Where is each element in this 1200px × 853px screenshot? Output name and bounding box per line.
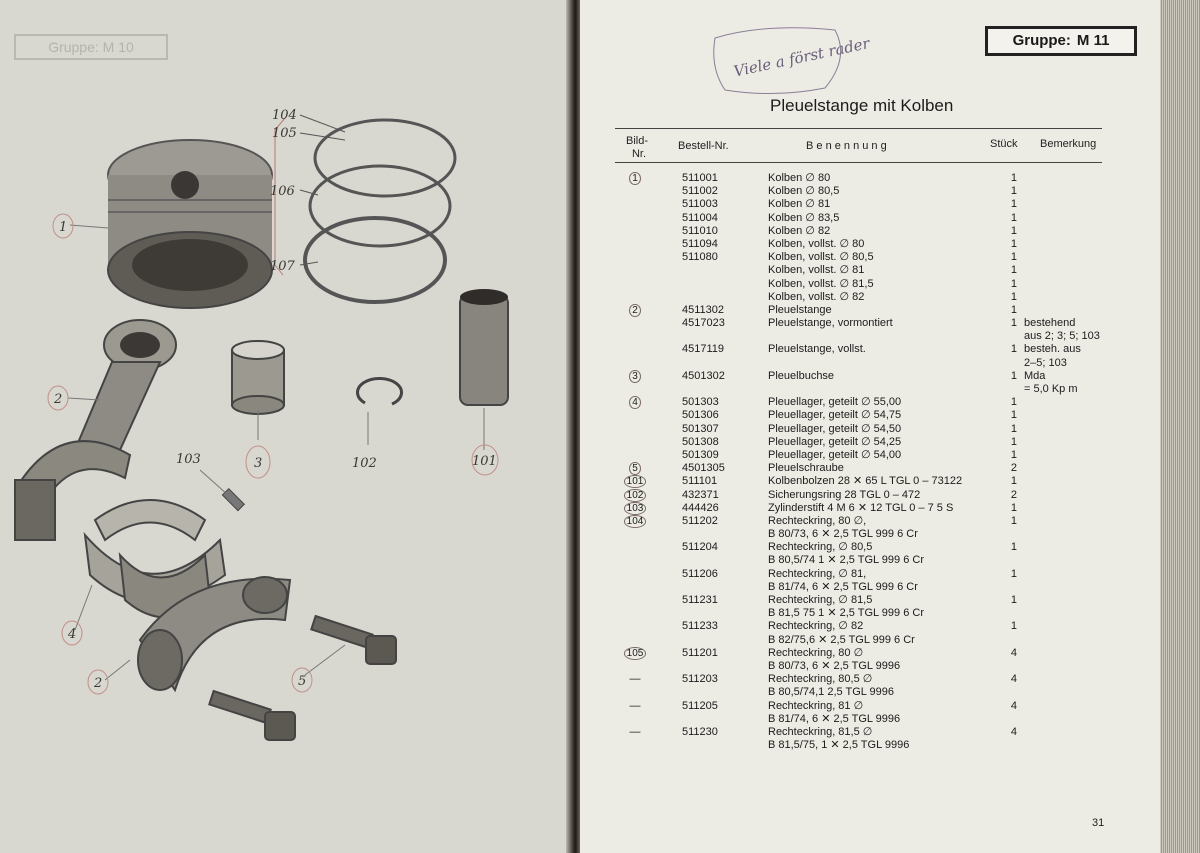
designation: Kolben, vollst. ∅ 80,5 bbox=[768, 251, 874, 264]
quantity: 1 bbox=[1010, 264, 1017, 277]
table-row bbox=[615, 475, 1115, 488]
callout-101: 101 bbox=[472, 454, 497, 469]
designation: B 81,5 75 1 ✕ 2,5 TGL 999 6 Cr bbox=[768, 607, 924, 620]
designation: Pleuellager, geteilt ∅ 54,50 bbox=[768, 422, 902, 435]
order-number: 511101 bbox=[682, 475, 718, 488]
quantity: 1 bbox=[1010, 303, 1017, 316]
callout-2-bottom: 2 bbox=[94, 676, 103, 691]
callout-104: 104 bbox=[272, 108, 297, 123]
table-row bbox=[615, 198, 1115, 211]
bild-number-circle: 103 bbox=[624, 502, 647, 515]
table-row bbox=[615, 185, 1115, 198]
designation: B 81,5/75, 1 ✕ 2,5 TGL 9996 bbox=[768, 739, 910, 752]
order-number: 501308 bbox=[682, 435, 719, 448]
quantity: 1 bbox=[1010, 448, 1017, 461]
piston-pin-drawing bbox=[460, 289, 508, 405]
table-row bbox=[615, 291, 1115, 304]
table-row bbox=[615, 304, 1115, 317]
designation: Pleuellager, geteilt ∅ 55,00 bbox=[768, 396, 902, 409]
table-row bbox=[615, 620, 1115, 633]
table-row bbox=[615, 568, 1115, 581]
table-row bbox=[615, 686, 1115, 699]
quantity: 1 bbox=[1010, 501, 1017, 514]
remark: 2–5; 103 bbox=[1024, 356, 1067, 369]
quantity: 1 bbox=[1010, 369, 1017, 382]
page-title: Pleuelstange mit Kolben bbox=[770, 96, 954, 115]
bild-number-circle: 4 bbox=[629, 396, 641, 409]
quantity: 1 bbox=[1010, 567, 1017, 580]
header-stueck: Stück bbox=[990, 138, 1018, 150]
quantity: 1 bbox=[1010, 475, 1017, 488]
designation: Rechteckring, 81,5 ∅ bbox=[768, 725, 873, 738]
quantity: 4 bbox=[1010, 673, 1017, 686]
designation: B 81/74, 6 ✕ 2,5 TGL 9996 bbox=[768, 712, 901, 725]
quantity: 1 bbox=[1010, 211, 1017, 224]
designation: Rechteckring, 80 ∅ bbox=[768, 646, 864, 659]
order-number: 511206 bbox=[682, 567, 718, 580]
quantity: 1 bbox=[1010, 224, 1017, 237]
order-number: 501306 bbox=[682, 409, 719, 422]
order-number: 511010 bbox=[682, 224, 718, 237]
quantity: 2 bbox=[1010, 488, 1017, 501]
table-row bbox=[615, 238, 1115, 251]
order-number: 4501302 bbox=[682, 369, 725, 382]
quantity: 1 bbox=[1010, 277, 1017, 290]
bild-number: — bbox=[629, 673, 641, 686]
header-bild-line1: Bild- bbox=[626, 135, 649, 147]
designation: Rechteckring, 80,5 ∅ bbox=[768, 673, 873, 686]
designation: Kolben ∅ 83,5 bbox=[768, 211, 840, 224]
callout-1: 1 bbox=[59, 220, 68, 235]
piston-rings-drawing bbox=[305, 120, 455, 302]
order-number: 511231 bbox=[682, 594, 718, 606]
header-bestell-nr: Bestell-Nr. bbox=[678, 140, 729, 152]
designation: Kolben ∅ 80,5 bbox=[768, 185, 840, 198]
bild-number-circle: 3 bbox=[629, 370, 641, 383]
callout-102: 102 bbox=[352, 456, 377, 471]
callout-5: 5 bbox=[298, 674, 307, 689]
bild-number bbox=[615, 396, 655, 409]
quantity: 1 bbox=[1010, 251, 1017, 264]
table-row bbox=[615, 357, 1115, 370]
left-page bbox=[0, 0, 568, 853]
designation: B 82/75,6 ✕ 2,5 TGL 999 6 Cr bbox=[768, 633, 915, 646]
designation: Kolben, vollst. ∅ 80 bbox=[768, 237, 865, 250]
bild-number-circle: 2 bbox=[629, 304, 641, 317]
designation: B 81/74, 6 ✕ 2,5 TGL 999 6 Cr bbox=[768, 580, 918, 593]
quantity: 2 bbox=[1010, 462, 1017, 475]
designation: Pleuellager, geteilt ∅ 54,00 bbox=[768, 448, 902, 461]
circlip-drawing bbox=[358, 378, 402, 404]
quantity: 1 bbox=[1010, 237, 1017, 250]
remark: Mda bbox=[1024, 369, 1046, 382]
quantity: 1 bbox=[1010, 435, 1017, 448]
table-row bbox=[615, 449, 1115, 462]
table-row bbox=[615, 436, 1115, 449]
table-row bbox=[615, 515, 1115, 528]
table-row bbox=[615, 212, 1115, 225]
table-row bbox=[615, 330, 1115, 343]
table-row bbox=[615, 726, 1115, 739]
quantity: 1 bbox=[1010, 317, 1017, 330]
bild-number bbox=[615, 647, 655, 660]
bild-number bbox=[615, 489, 655, 502]
designation: Kolben, vollst. ∅ 82 bbox=[768, 290, 865, 303]
table-row bbox=[615, 343, 1115, 356]
quantity: 1 bbox=[1010, 541, 1017, 554]
callout-4: 4 bbox=[68, 627, 77, 642]
designation: Pleuelstange, vollst. bbox=[768, 343, 866, 356]
order-number: 511003 bbox=[682, 198, 718, 211]
handwritten-note-text: Viele a först rader bbox=[732, 34, 872, 81]
designation: Pleuellager, geteilt ∅ 54,25 bbox=[768, 435, 902, 448]
order-number: 4517023 bbox=[682, 317, 725, 330]
bild-number: — bbox=[629, 699, 641, 712]
piston-drawing bbox=[108, 140, 272, 308]
group-value: M 11 bbox=[1076, 32, 1110, 49]
quantity: 4 bbox=[1010, 646, 1017, 659]
callout-106: 106 bbox=[270, 184, 295, 199]
table-row bbox=[615, 502, 1115, 515]
order-number: 501307 bbox=[682, 422, 719, 435]
parts-table bbox=[615, 172, 1115, 752]
remark: bestehend bbox=[1024, 317, 1076, 330]
table-row bbox=[615, 660, 1115, 673]
quantity: 1 bbox=[1010, 422, 1017, 435]
designation: B 80,5/74,1 2,5 TGL 9996 bbox=[768, 686, 894, 699]
order-number: 501309 bbox=[682, 448, 719, 461]
table-row bbox=[615, 739, 1115, 752]
bild-number: — bbox=[629, 725, 641, 738]
order-number: 432371 bbox=[682, 488, 719, 501]
designation: Rechteckring, ∅ 81, bbox=[768, 567, 867, 580]
bild-number bbox=[615, 304, 655, 317]
designation: Pleuellager, geteilt ∅ 54,75 bbox=[768, 409, 902, 422]
designation: Kolben ∅ 80 bbox=[768, 172, 831, 184]
order-number: 4501305 bbox=[682, 462, 725, 475]
table-row bbox=[615, 581, 1115, 594]
bild-number-circle: 105 bbox=[624, 647, 647, 660]
quantity: 1 bbox=[1010, 514, 1017, 527]
header-bemerkung: Bemerkung bbox=[1040, 138, 1097, 150]
table-row bbox=[615, 172, 1115, 185]
table-row bbox=[615, 264, 1115, 277]
designation: Rechteckring, ∅ 80,5 bbox=[768, 541, 873, 554]
designation: B 80/73, 6 ✕ 2,5 TGL 999 6 Cr bbox=[768, 528, 918, 541]
bild-number bbox=[615, 172, 655, 185]
order-number: 511204 bbox=[682, 541, 718, 554]
bild-number bbox=[615, 462, 655, 475]
order-number: 511203 bbox=[682, 673, 718, 686]
callout-105: 105 bbox=[272, 126, 297, 141]
bild-number bbox=[615, 475, 655, 488]
designation: Sicherungsring 28 TGL 0 – 472 bbox=[768, 488, 921, 501]
table-row bbox=[615, 278, 1115, 291]
designation: Rechteckring, 81 ∅ bbox=[768, 699, 864, 712]
bild-number-circle: 1 bbox=[629, 172, 641, 185]
callout-107: 107 bbox=[270, 259, 295, 274]
table-row bbox=[615, 607, 1115, 620]
remark: = 5,0 Kp m bbox=[1024, 383, 1078, 395]
page-number: 31 bbox=[1092, 817, 1105, 829]
table-row bbox=[615, 423, 1115, 436]
table-row bbox=[615, 700, 1115, 713]
header-rule-bottom bbox=[615, 162, 1102, 163]
bild-number-circle: 5 bbox=[629, 462, 641, 475]
remark: aus 2; 3; 5; 103 bbox=[1024, 330, 1100, 343]
table-row bbox=[615, 225, 1115, 238]
callout-103: 103 bbox=[176, 452, 201, 467]
designation: Rechteckring, ∅ 82 bbox=[768, 620, 864, 633]
quantity: 1 bbox=[1010, 185, 1017, 198]
dowel-pin-drawing bbox=[222, 489, 244, 511]
bild-number-circle: 101 bbox=[624, 475, 647, 488]
order-number: 511202 bbox=[682, 514, 718, 527]
bild-number bbox=[615, 515, 655, 528]
table-row bbox=[615, 713, 1115, 726]
quantity: 1 bbox=[1010, 290, 1017, 303]
order-number: 4517119 bbox=[682, 343, 725, 356]
header-benennung: B e n e n n u n g bbox=[806, 140, 887, 152]
table-row bbox=[615, 541, 1115, 554]
designation: B 80,5/74 1 ✕ 2,5 TGL 999 6 Cr bbox=[768, 554, 924, 567]
table-row bbox=[615, 317, 1115, 330]
page-edge-stack bbox=[1160, 0, 1200, 853]
handwritten-note bbox=[705, 18, 872, 98]
order-number: 511201 bbox=[682, 646, 718, 659]
bild-number bbox=[615, 502, 655, 515]
order-number: 511001 bbox=[682, 172, 718, 184]
designation: Pleuelbuchse bbox=[768, 369, 835, 382]
table-row bbox=[615, 594, 1115, 607]
table-row bbox=[615, 251, 1115, 264]
order-number: 444426 bbox=[682, 501, 719, 514]
designation: Zylinderstift 4 M 6 ✕ 12 TGL 0 – 7 5 S bbox=[768, 501, 954, 514]
table-row bbox=[615, 554, 1115, 567]
designation: Kolben ∅ 82 bbox=[768, 224, 831, 237]
quantity: 1 bbox=[1010, 409, 1017, 422]
table-row bbox=[615, 489, 1115, 502]
callout-3: 3 bbox=[254, 456, 263, 471]
table-row bbox=[615, 462, 1115, 475]
order-number: 511002 bbox=[682, 185, 718, 198]
order-number: 511205 bbox=[682, 699, 718, 712]
header-bild bbox=[626, 135, 648, 161]
header-bild-line2: Nr. bbox=[631, 148, 647, 160]
order-number: 511094 bbox=[682, 237, 718, 250]
order-number: 511233 bbox=[682, 620, 718, 633]
callout-2-top: 2 bbox=[54, 392, 63, 407]
designation: B 80/73, 6 ✕ 2,5 TGL 9996 bbox=[768, 659, 901, 672]
quantity: 1 bbox=[1010, 198, 1017, 211]
designation: Kolben ∅ 81 bbox=[768, 198, 831, 211]
designation: Pleuelschraube bbox=[768, 462, 844, 475]
order-number: 501303 bbox=[682, 396, 719, 409]
group-label: Gruppe: bbox=[1012, 32, 1071, 49]
table-row bbox=[615, 383, 1115, 396]
quantity: 1 bbox=[1010, 343, 1017, 356]
table-row bbox=[615, 528, 1115, 541]
table-row bbox=[615, 370, 1115, 383]
quantity: 4 bbox=[1010, 725, 1017, 738]
group-label-box bbox=[985, 26, 1137, 56]
table-row bbox=[615, 673, 1115, 686]
table-row bbox=[615, 647, 1115, 660]
quantity: 4 bbox=[1010, 699, 1017, 712]
quantity: 1 bbox=[1010, 172, 1017, 184]
order-number: 511230 bbox=[682, 725, 718, 738]
table-row bbox=[615, 396, 1115, 409]
quantity: 1 bbox=[1010, 620, 1017, 633]
designation: Kolbenbolzen 28 ✕ 65 L TGL 0 – 73122 bbox=[768, 475, 963, 488]
order-number: 511004 bbox=[682, 211, 718, 224]
designation: Rechteckring, 80 ∅, bbox=[768, 514, 867, 527]
order-number: 511080 bbox=[682, 251, 718, 264]
designation: Pleuelstange, vormontiert bbox=[768, 317, 893, 330]
exploded-parts-diagram bbox=[0, 0, 568, 853]
designation: Kolben, vollst. ∅ 81,5 bbox=[768, 277, 874, 290]
designation: Kolben, vollst. ∅ 81 bbox=[768, 264, 865, 277]
bleed-through-group-label: Gruppe: M 10 bbox=[14, 34, 168, 60]
bild-number-circle: 102 bbox=[624, 489, 647, 502]
quantity: 1 bbox=[1010, 396, 1017, 409]
remark: besteh. aus bbox=[1024, 343, 1081, 356]
quantity: 1 bbox=[1010, 594, 1017, 606]
bild-number bbox=[615, 370, 655, 383]
header-rule-top bbox=[615, 128, 1102, 129]
table-row bbox=[615, 409, 1115, 422]
bushing-drawing bbox=[232, 341, 284, 414]
bild-number-circle: 104 bbox=[624, 515, 647, 528]
table-row bbox=[615, 634, 1115, 647]
designation: Pleuelstange bbox=[768, 303, 832, 316]
order-number: 4511302 bbox=[682, 303, 725, 316]
designation: Rechteckring, ∅ 81,5 bbox=[768, 594, 873, 606]
